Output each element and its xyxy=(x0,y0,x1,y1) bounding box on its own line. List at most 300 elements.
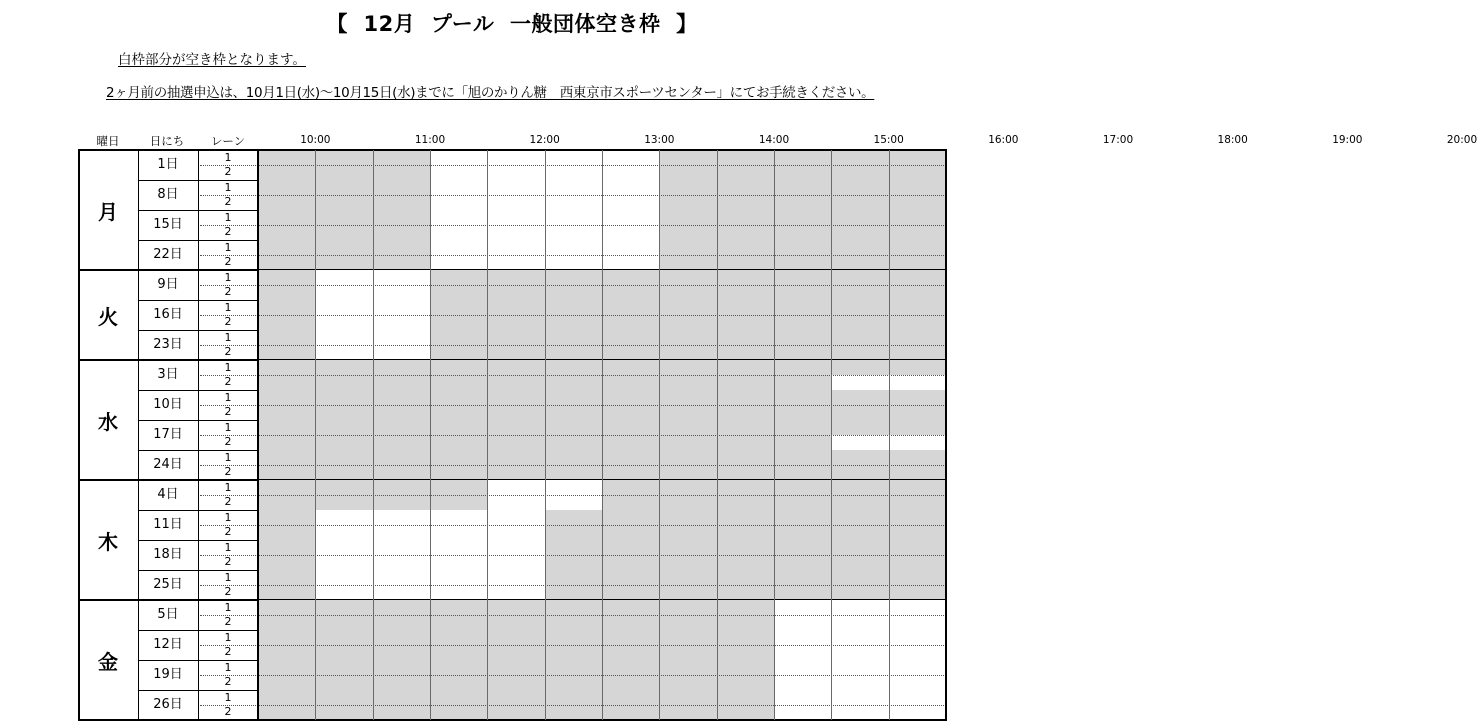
slot-available xyxy=(430,255,487,270)
slot-unavailable xyxy=(315,420,372,435)
slot-unavailable xyxy=(258,315,315,330)
slot-unavailable xyxy=(889,465,946,480)
weekday-label: 月 xyxy=(98,200,118,224)
slot-unavailable xyxy=(717,450,774,465)
lane-number: 1 xyxy=(224,421,232,434)
slot-unavailable xyxy=(258,510,315,525)
slot-unavailable xyxy=(258,435,315,450)
slot-available xyxy=(315,570,372,585)
slot-unavailable xyxy=(602,540,659,555)
slot-available xyxy=(373,525,430,540)
slot-available xyxy=(315,300,372,315)
slot-unavailable xyxy=(889,585,946,600)
slot-unavailable xyxy=(373,675,430,690)
slot-unavailable xyxy=(602,375,659,390)
slot-unavailable xyxy=(889,270,946,285)
lane-number: 2 xyxy=(224,225,232,238)
slot-unavailable xyxy=(315,375,372,390)
slot-unavailable xyxy=(258,165,315,180)
lane-divider xyxy=(200,405,256,406)
slot-unavailable xyxy=(602,570,659,585)
slot-unavailable xyxy=(717,330,774,345)
slot-unavailable xyxy=(373,240,430,255)
slot-unavailable xyxy=(373,165,430,180)
lane-number: 2 xyxy=(224,465,232,478)
slot-unavailable xyxy=(487,270,544,285)
slot-unavailable xyxy=(889,495,946,510)
slot-unavailable xyxy=(717,285,774,300)
slot-unavailable xyxy=(373,195,430,210)
slot-unavailable xyxy=(545,585,602,600)
slot-unavailable xyxy=(831,240,888,255)
column-rule xyxy=(78,149,80,720)
date-label: 11日 xyxy=(153,517,183,532)
lane-divider xyxy=(200,525,256,526)
slot-unavailable xyxy=(774,330,831,345)
slot-unavailable xyxy=(659,240,716,255)
slot-unavailable xyxy=(659,255,716,270)
slot-unavailable xyxy=(258,270,315,285)
lane-divider xyxy=(200,585,256,586)
slot-unavailable xyxy=(430,630,487,645)
slot-unavailable xyxy=(373,615,430,630)
slot-unavailable xyxy=(602,300,659,315)
slot-unavailable xyxy=(258,600,315,615)
lane-number: 1 xyxy=(224,691,232,704)
slot-unavailable xyxy=(889,150,946,165)
slot-unavailable xyxy=(602,645,659,660)
slot-unavailable xyxy=(545,285,602,300)
slot-unavailable xyxy=(602,615,659,630)
slot-unavailable xyxy=(315,645,372,660)
slot-unavailable xyxy=(889,360,946,375)
date-label: 25日 xyxy=(153,577,183,592)
slot-unavailable xyxy=(487,435,544,450)
slot-unavailable xyxy=(258,390,315,405)
slot-unavailable xyxy=(659,195,716,210)
slot-column-rule xyxy=(889,150,890,720)
slot-unavailable xyxy=(258,285,315,300)
slot-unavailable xyxy=(717,510,774,525)
slot-unavailable xyxy=(545,645,602,660)
slot-available xyxy=(373,285,430,300)
slot-unavailable xyxy=(545,510,602,525)
slot-available xyxy=(831,375,888,390)
slot-unavailable xyxy=(258,615,315,630)
slot-unavailable xyxy=(258,555,315,570)
lane-divider xyxy=(200,285,256,286)
lane-number: 1 xyxy=(224,481,232,494)
time-label: 17:00 xyxy=(1102,134,1134,146)
slot-unavailable xyxy=(545,555,602,570)
slot-unavailable xyxy=(487,450,544,465)
lane-divider xyxy=(200,345,256,346)
slot-unavailable xyxy=(602,585,659,600)
slot-available xyxy=(889,690,946,705)
slot-available xyxy=(315,555,372,570)
date-label: 5日 xyxy=(157,607,179,622)
lane-number: 1 xyxy=(224,451,232,464)
slot-unavailable xyxy=(659,285,716,300)
slot-unavailable xyxy=(889,180,946,195)
slot-unavailable xyxy=(602,345,659,360)
date-label: 19日 xyxy=(153,667,183,682)
slot-unavailable xyxy=(717,315,774,330)
lane-number: 1 xyxy=(224,211,232,224)
lane-divider xyxy=(200,195,256,196)
slot-unavailable xyxy=(659,630,716,645)
slot-unavailable xyxy=(717,345,774,360)
slot-unavailable xyxy=(717,675,774,690)
slot-available xyxy=(430,555,487,570)
slot-unavailable xyxy=(258,195,315,210)
slot-available xyxy=(889,600,946,615)
slot-unavailable xyxy=(659,675,716,690)
slot-unavailable xyxy=(659,180,716,195)
slot-unavailable xyxy=(889,300,946,315)
slot-unavailable xyxy=(545,525,602,540)
slot-unavailable xyxy=(659,225,716,240)
slot-unavailable xyxy=(545,345,602,360)
slot-available xyxy=(315,315,372,330)
slot-available xyxy=(774,660,831,675)
slot-unavailable xyxy=(774,240,831,255)
slot-unavailable xyxy=(717,615,774,630)
slot-unavailable xyxy=(831,495,888,510)
lane-number: 2 xyxy=(224,315,232,328)
slot-available xyxy=(545,240,602,255)
slot-unavailable xyxy=(487,705,544,720)
slot-unavailable xyxy=(602,465,659,480)
slot-unavailable xyxy=(258,645,315,660)
slot-unavailable xyxy=(315,390,372,405)
lane-number: 1 xyxy=(224,511,232,524)
slot-unavailable xyxy=(430,450,487,465)
time-label: 13:00 xyxy=(644,134,675,146)
slot-unavailable xyxy=(602,405,659,420)
slot-unavailable xyxy=(545,420,602,435)
slot-unavailable xyxy=(545,405,602,420)
slot-unavailable xyxy=(315,225,372,240)
slot-unavailable xyxy=(889,195,946,210)
slot-unavailable xyxy=(315,195,372,210)
slot-unavailable xyxy=(315,210,372,225)
slot-unavailable xyxy=(545,450,602,465)
slot-available xyxy=(315,330,372,345)
slot-unavailable xyxy=(258,210,315,225)
slot-unavailable xyxy=(774,375,831,390)
slot-unavailable xyxy=(774,225,831,240)
slot-unavailable xyxy=(258,240,315,255)
slot-unavailable xyxy=(258,300,315,315)
date-label: 1日 xyxy=(157,157,179,172)
slot-unavailable xyxy=(831,345,888,360)
slot-unavailable xyxy=(487,375,544,390)
slot-unavailable xyxy=(487,690,544,705)
slot-unavailable xyxy=(602,690,659,705)
slot-unavailable xyxy=(659,660,716,675)
slot-unavailable xyxy=(774,255,831,270)
slot-available xyxy=(430,180,487,195)
time-label: 10:00 xyxy=(300,134,331,146)
lane-number: 2 xyxy=(224,645,232,658)
slot-unavailable xyxy=(717,360,774,375)
lane-number: 1 xyxy=(224,301,232,314)
slot-available xyxy=(774,705,831,720)
slot-unavailable xyxy=(774,585,831,600)
slot-unavailable xyxy=(545,315,602,330)
lane-number: 1 xyxy=(224,631,232,644)
slot-unavailable xyxy=(487,465,544,480)
slot-unavailable xyxy=(315,435,372,450)
slot-unavailable xyxy=(774,285,831,300)
slot-unavailable xyxy=(487,315,544,330)
slot-unavailable xyxy=(258,150,315,165)
lane-divider xyxy=(200,495,256,496)
slot-column-rule xyxy=(659,150,660,720)
date-label: 4日 xyxy=(157,487,179,502)
time-label: 12:00 xyxy=(529,134,560,146)
slot-unavailable xyxy=(889,225,946,240)
slot-unavailable xyxy=(258,480,315,495)
slot-unavailable xyxy=(717,540,774,555)
slot-available xyxy=(430,570,487,585)
slot-available xyxy=(315,345,372,360)
slot-unavailable xyxy=(430,375,487,390)
slot-unavailable xyxy=(373,480,430,495)
slot-column-rule xyxy=(430,150,431,720)
slot-available xyxy=(487,480,544,495)
slot-available xyxy=(315,585,372,600)
slot-unavailable xyxy=(258,405,315,420)
slot-unavailable xyxy=(774,390,831,405)
slot-unavailable xyxy=(258,540,315,555)
slot-unavailable xyxy=(831,525,888,540)
slot-unavailable xyxy=(717,585,774,600)
slot-unavailable xyxy=(487,360,544,375)
lane-number: 2 xyxy=(224,705,232,718)
weekday-label: 金 xyxy=(98,650,118,674)
slot-unavailable xyxy=(659,540,716,555)
slot-unavailable xyxy=(430,675,487,690)
slot-unavailable xyxy=(373,450,430,465)
slot-unavailable xyxy=(774,405,831,420)
slot-available xyxy=(889,645,946,660)
slot-unavailable xyxy=(315,705,372,720)
slot-unavailable xyxy=(659,435,716,450)
lane-number: 1 xyxy=(224,571,232,584)
slot-unavailable xyxy=(373,420,430,435)
note-lottery-application: 2ヶ月前の抽選申込は、10月1日(水)～10月15日(水)までに「旭のかりん糖 西東京市スポーツセンター」にてお手続きください。 xyxy=(106,85,875,101)
slot-unavailable xyxy=(717,210,774,225)
slot-unavailable xyxy=(889,405,946,420)
slot-unavailable xyxy=(717,705,774,720)
slot-unavailable xyxy=(430,615,487,630)
slot-unavailable xyxy=(889,285,946,300)
slot-available xyxy=(545,210,602,225)
slot-unavailable xyxy=(602,390,659,405)
slot-unavailable xyxy=(659,570,716,585)
slot-unavailable xyxy=(717,555,774,570)
slot-unavailable xyxy=(717,165,774,180)
slot-available xyxy=(373,555,430,570)
slot-available xyxy=(889,615,946,630)
slot-available xyxy=(373,270,430,285)
slot-column-rule xyxy=(831,150,832,720)
slot-unavailable xyxy=(774,150,831,165)
date-label: 17日 xyxy=(153,427,183,442)
slot-available xyxy=(373,300,430,315)
slot-unavailable xyxy=(659,690,716,705)
slot-unavailable xyxy=(430,420,487,435)
slot-unavailable xyxy=(258,225,315,240)
slot-unavailable xyxy=(545,300,602,315)
lane-divider xyxy=(200,255,256,256)
lane-number: 2 xyxy=(224,525,232,538)
date-label: 18日 xyxy=(153,547,183,562)
slot-unavailable xyxy=(545,540,602,555)
slot-unavailable xyxy=(315,600,372,615)
slot-unavailable xyxy=(659,300,716,315)
slot-unavailable xyxy=(602,480,659,495)
lane-number: 1 xyxy=(224,151,232,164)
slot-unavailable xyxy=(831,420,888,435)
slot-unavailable xyxy=(602,495,659,510)
slot-unavailable xyxy=(315,660,372,675)
slot-unavailable xyxy=(545,630,602,645)
slot-unavailable xyxy=(831,360,888,375)
slot-unavailable xyxy=(774,555,831,570)
slot-unavailable xyxy=(831,450,888,465)
slot-unavailable xyxy=(373,630,430,645)
slot-available xyxy=(315,540,372,555)
slot-unavailable xyxy=(717,300,774,315)
slot-unavailable xyxy=(831,150,888,165)
slot-unavailable xyxy=(889,480,946,495)
slot-available xyxy=(774,615,831,630)
slot-unavailable xyxy=(659,345,716,360)
slot-unavailable xyxy=(430,345,487,360)
slot-unavailable xyxy=(774,525,831,540)
slot-available xyxy=(774,675,831,690)
slot-unavailable xyxy=(659,600,716,615)
slot-unavailable xyxy=(545,465,602,480)
slot-available xyxy=(602,240,659,255)
slot-unavailable xyxy=(545,360,602,375)
lane-number: 1 xyxy=(224,361,232,374)
column-rule xyxy=(257,149,259,720)
slot-unavailable xyxy=(831,465,888,480)
slot-unavailable xyxy=(602,360,659,375)
slot-unavailable xyxy=(831,510,888,525)
lane-number: 2 xyxy=(224,405,232,418)
date-label: 22日 xyxy=(153,247,183,262)
slot-unavailable xyxy=(774,495,831,510)
date-label: 26日 xyxy=(153,697,183,712)
slot-unavailable xyxy=(258,345,315,360)
slot-available xyxy=(430,165,487,180)
header-weekday: 曜日 xyxy=(96,134,120,148)
lane-divider xyxy=(200,465,256,466)
slot-unavailable xyxy=(430,300,487,315)
lane-number: 2 xyxy=(224,675,232,688)
slot-available xyxy=(315,510,372,525)
slot-unavailable xyxy=(659,150,716,165)
slot-unavailable xyxy=(487,615,544,630)
slot-unavailable xyxy=(774,165,831,180)
slot-unavailable xyxy=(659,165,716,180)
slot-available xyxy=(430,240,487,255)
slot-unavailable xyxy=(545,690,602,705)
slot-available xyxy=(487,180,544,195)
slot-unavailable xyxy=(545,330,602,345)
slot-unavailable xyxy=(831,180,888,195)
slot-unavailable xyxy=(602,600,659,615)
slot-unavailable xyxy=(258,495,315,510)
slot-unavailable xyxy=(430,435,487,450)
slot-available xyxy=(774,690,831,705)
slot-unavailable xyxy=(430,690,487,705)
slot-unavailable xyxy=(717,405,774,420)
slot-unavailable xyxy=(602,270,659,285)
slot-unavailable xyxy=(373,495,430,510)
slot-unavailable xyxy=(717,690,774,705)
slot-unavailable xyxy=(373,705,430,720)
slot-unavailable xyxy=(602,525,659,540)
time-label: 19:00 xyxy=(1332,134,1363,146)
slot-unavailable xyxy=(659,645,716,660)
slot-available xyxy=(545,150,602,165)
slot-unavailable xyxy=(258,375,315,390)
slot-unavailable xyxy=(889,570,946,585)
slot-unavailable xyxy=(717,570,774,585)
slot-unavailable xyxy=(258,525,315,540)
slot-unavailable xyxy=(774,570,831,585)
slot-unavailable xyxy=(315,615,372,630)
slot-unavailable xyxy=(889,540,946,555)
slot-unavailable xyxy=(659,555,716,570)
column-rule xyxy=(138,149,139,720)
lane-number: 2 xyxy=(224,435,232,448)
date-label: 8日 xyxy=(157,187,179,202)
slot-unavailable xyxy=(889,450,946,465)
slot-unavailable xyxy=(315,405,372,420)
slot-unavailable xyxy=(430,600,487,615)
slot-unavailable xyxy=(659,375,716,390)
slot-column-rule xyxy=(373,150,374,720)
slot-available xyxy=(602,165,659,180)
slot-unavailable xyxy=(430,495,487,510)
slot-unavailable xyxy=(602,330,659,345)
lane-divider xyxy=(200,165,256,166)
slot-unavailable xyxy=(831,270,888,285)
slot-available xyxy=(545,195,602,210)
slot-available xyxy=(487,150,544,165)
slot-unavailable xyxy=(545,660,602,675)
slot-unavailable xyxy=(774,450,831,465)
slot-unavailable xyxy=(487,420,544,435)
date-label: 23日 xyxy=(153,337,183,352)
slot-available xyxy=(602,255,659,270)
slot-unavailable xyxy=(774,480,831,495)
slot-available xyxy=(831,705,888,720)
slot-available xyxy=(430,150,487,165)
slot-unavailable xyxy=(659,450,716,465)
slot-unavailable xyxy=(602,450,659,465)
slot-available xyxy=(889,630,946,645)
weekday-label: 火 xyxy=(98,305,118,329)
slot-unavailable xyxy=(373,465,430,480)
